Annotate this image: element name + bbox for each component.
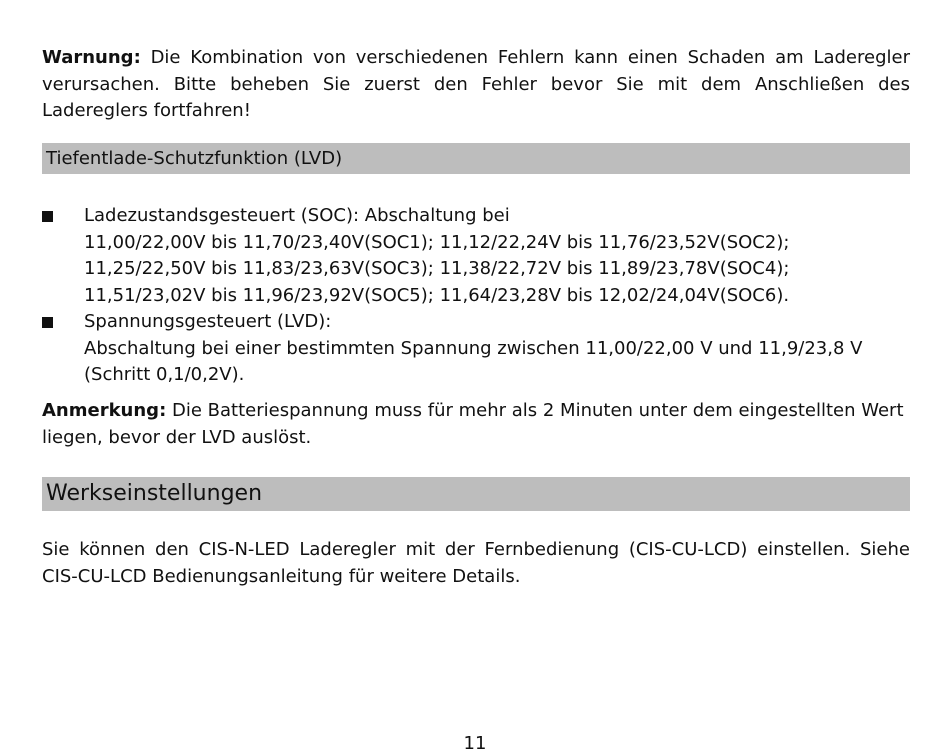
list-item-line: (Schritt 0,1/0,2V). [84,364,245,385]
square-bullet-icon [42,211,53,222]
square-bullet-icon [42,317,53,328]
list-item-line: 11,51/23,02V bis 11,96/23,92V(SOC5); 11,64/23,28V bis 12,02/24,04V(SOC6). [84,284,790,306]
note-label: Anmerkung: [42,400,167,421]
list-item [42,203,910,309]
list-item-line: 11,00/22,00V bis 11,70/23,40V(SOC1); 11,12/22,24V bis 11,76/23,52V(SOC2); [84,231,790,253]
list-item-line: Spannungsgesteuert (LVD): [84,311,332,332]
list-item-line: 11,25/22,50V bis 11,83/23,63V(SOC3); 11,38/22,72V bis 11,89/23,78V(SOC4); [84,258,790,279]
note-text: Die Batteriespannung muss für mehr als 2 Minuten unter dem eingestellten Wert liegen, bevor der LVD auslöst. [42,400,904,448]
section-header-factory-settings: Werkseinstellungen [42,477,910,511]
bullet-list [42,203,910,389]
warning-text: Die Kombination von verschiedenen Fehlern kann einen Schaden am Laderegler verursachen. Bitte beheben Sie zuerst den Fehler bevor Sie mit dem Anschließen des Ladereglers fortfahren! [42,47,910,121]
list-item-line: Ladezustandsgesteuert (SOC): Abschaltung bei [84,205,510,226]
warning-paragraph [42,45,910,125]
factory-settings-paragraph: Sie können den CIS-N-LED Laderegler mit der Fernbedienung (CIS-CU-LCD) einstellen. Siehe CIS-CU-LCD Bedienungsanleitung für weitere Details. [42,539,910,587]
section-header-lvd: Tiefentlade-Schutzfunktion (LVD) [42,143,910,174]
note-paragraph [42,398,910,451]
page-number: 11 [463,733,487,754]
list-item-line: Abschaltung bei einer bestimmten Spannung zwischen 11,00/22,00 V und 11,9/23,8 V [84,337,863,359]
list-item [42,309,910,389]
warning-label: Warnung: [42,47,141,68]
